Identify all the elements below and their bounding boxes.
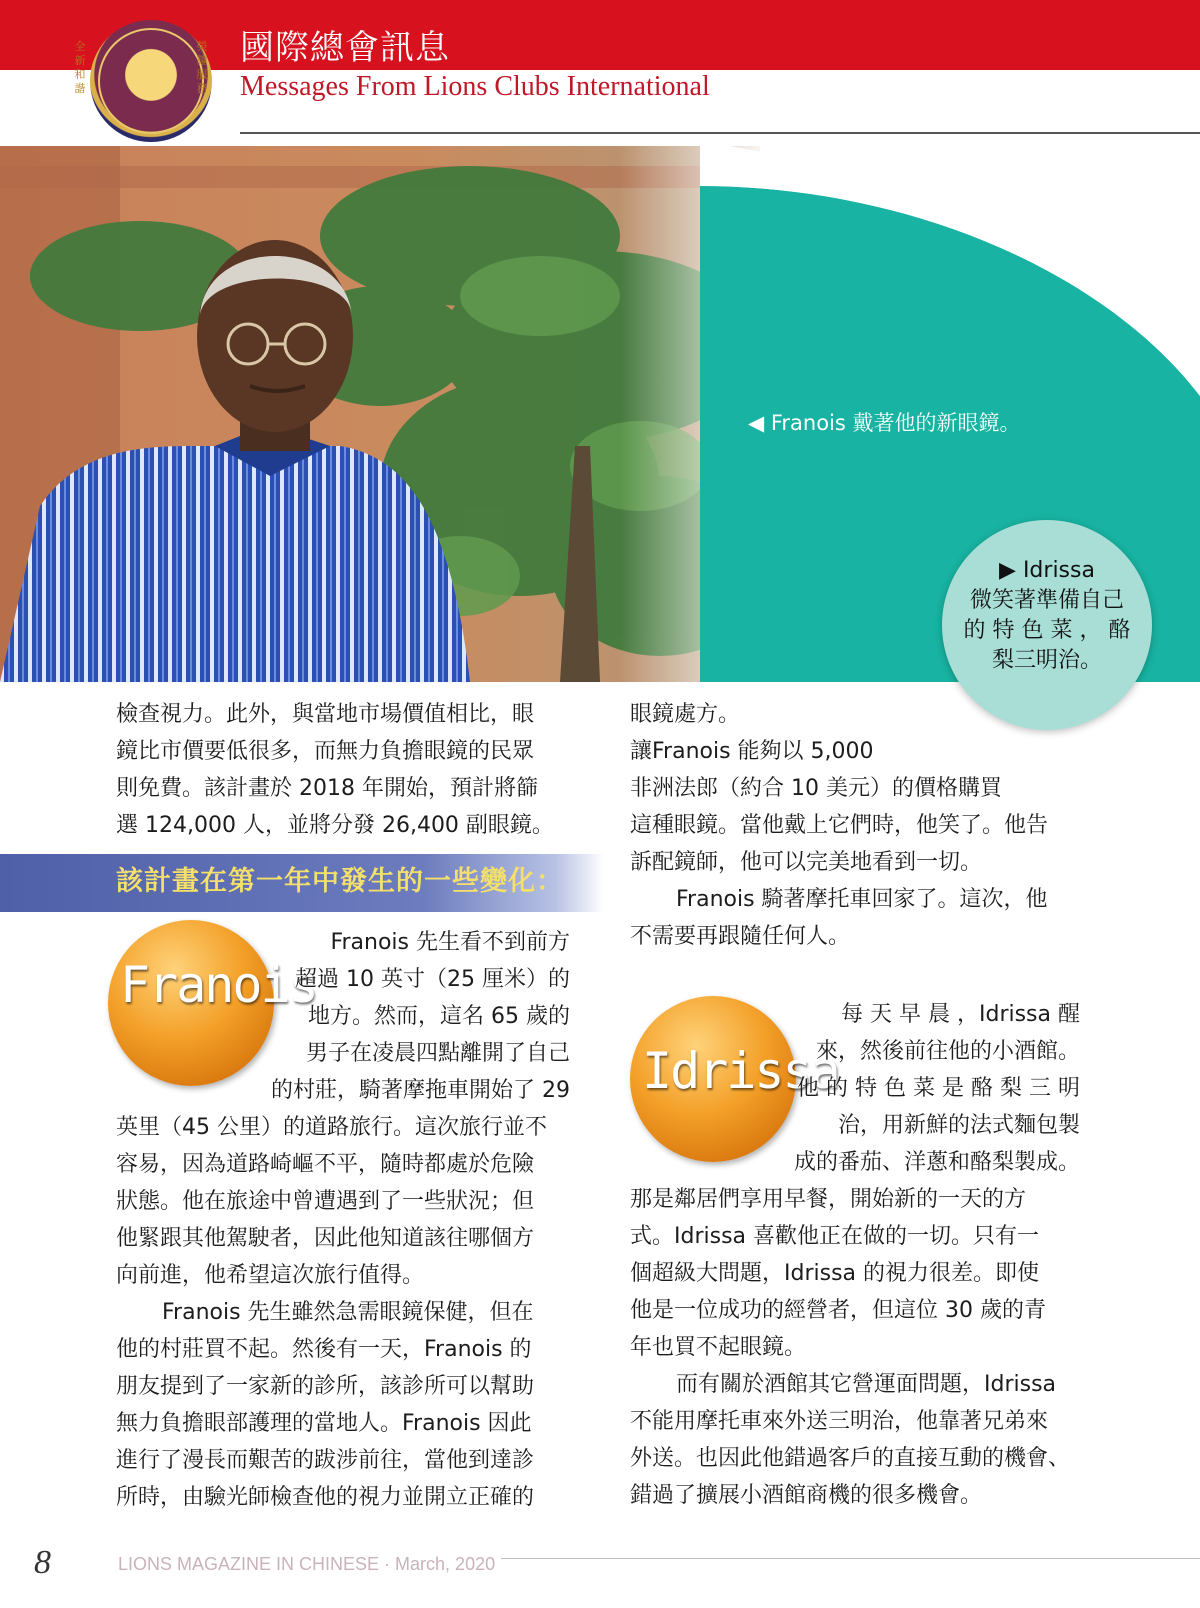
- text-line: 他 的 特 色 菜 是 酪 梨 三 明: [797, 1076, 1080, 1101]
- text-line: Franois 騎著摩托車回家了。這次，他: [676, 887, 1048, 912]
- text-line: 個超級大問題，Idrissa 的視力很差。即使: [630, 1261, 1040, 1286]
- text-line: 進行了漫長而艱苦的跋涉前往，當他到達診: [116, 1448, 535, 1473]
- text-line: 讓Franois 能夠以 5,000: [630, 739, 874, 764]
- text-line: 男子在凌晨四點離開了自己: [305, 1041, 570, 1066]
- motto-left: 全新和諧: [74, 40, 86, 95]
- caption-francois: ◀ Franois 戴著他的新眼鏡。: [748, 411, 1021, 435]
- text-line: 所時，由驗光師檢查他的視力並開立正確的: [116, 1485, 535, 1510]
- text-line: 每 天 早 晨 ，Idrissa 醒: [841, 1002, 1080, 1027]
- left-body: [116, 1109, 586, 1516]
- text-line: 治，用新鮮的法式麵包製: [837, 1113, 1080, 1138]
- text-line: 他是一位成功的經營者，但這位 30 歲的青: [630, 1298, 1046, 1323]
- motto-right: 榮耀服務: [196, 40, 208, 95]
- text-line: Franois 先生看不到前方: [330, 930, 570, 955]
- text-line: 這種眼鏡。當他戴上它們時，他笑了。他告: [630, 813, 1049, 838]
- text-line: 式。Idrissa 喜歡他正在做的一切。只有一: [630, 1224, 1040, 1249]
- text-line: 英里（45 公里）的道路旅行。這次旅行並不: [116, 1115, 547, 1140]
- text-line: 來，然後前往他的小酒館。: [815, 1039, 1080, 1064]
- caption-idrissa-line: 的 特 色 菜 ， 酪: [963, 618, 1131, 643]
- left-wrap: [260, 924, 570, 1109]
- right-top: [630, 696, 1085, 955]
- text-line: 而有關於酒館其它營運面問題，Idrissa: [676, 1372, 1057, 1397]
- text-line: 狀態。他在旅途中曾遭遇到了一些狀況；但: [116, 1189, 535, 1214]
- page-number: 8: [34, 1544, 51, 1581]
- caption-idrissa: [948, 556, 1146, 676]
- text-line: 鏡比市價要低很多，而無力負擔眼鏡的民眾: [116, 739, 535, 764]
- text-line: 超過 10 英寸（25 厘米）的: [295, 967, 570, 992]
- right-body: [630, 1181, 1085, 1514]
- caption-idrissa-line: 梨三明治。: [991, 648, 1102, 673]
- emblem-ring: [98, 28, 204, 134]
- text-line: 則免費。該計畫於 2018 年開始，預計將篩: [116, 776, 538, 801]
- text-line: 非洲法郎（約合 10 美元）的價格購買: [630, 776, 1002, 801]
- text-line: 容易，因為道路崎嶇不平，隨時都處於危險: [116, 1152, 535, 1177]
- section-subhead: 該計畫在第一年中發生的一些變化：: [116, 866, 564, 897]
- text-line: 無力負擔眼部護理的當地人。Franois 因此: [116, 1411, 532, 1436]
- text-line: 他的村莊買不起。然後有一天，Franois 的: [116, 1337, 532, 1362]
- left-intro: [116, 696, 586, 844]
- magazine-footer: LIONS MAGAZINE IN CHINESE · March, 2020: [118, 1554, 501, 1574]
- text-line: 訴配鏡師，他可以完美地看到一切。: [630, 850, 983, 875]
- caption-idrissa-line: 微笑著準備自己: [969, 588, 1124, 613]
- text-line: 年也買不起眼鏡。: [630, 1335, 807, 1360]
- text-line: 成的番茄、洋蔥和酪梨製成。: [793, 1150, 1080, 1175]
- francois-name-label: Franois: [120, 956, 317, 1014]
- text-line: 錯過了擴展小酒館商機的很多機會。: [630, 1483, 983, 1508]
- section-title-zh: 國際總會訊息: [240, 28, 450, 68]
- header-divider: [240, 132, 1200, 134]
- text-line: 不需要再跟隨任何人。: [630, 924, 851, 949]
- text-line: 檢查視力。此外，與當地市場價值相比，眼: [116, 702, 535, 727]
- right-wrap: [790, 996, 1080, 1181]
- idrissa-name-label: Idrissa: [642, 1042, 839, 1100]
- text-line: 眼鏡處方。: [630, 702, 741, 727]
- text-line: 朋友提到了一家新的診所，該診所可以幫助: [116, 1374, 535, 1399]
- text-line: 不能用摩托車來外送三明治，他靠著兄弟來: [630, 1409, 1049, 1434]
- text-line: Franois 先生雖然急需眼鏡保健，但在: [162, 1300, 534, 1325]
- text-line: 地方。然而，這名 65 歲的: [308, 1004, 570, 1029]
- text-line: 外送。也因此他錯過客戶的直接互動的機會、: [630, 1446, 1071, 1471]
- caption-idrissa-line: ▶ Idrissa: [999, 558, 1095, 583]
- text-line: 那是鄰居們享用早餐，開始新的一天的方: [630, 1187, 1027, 1212]
- text-line: 的村莊，騎著摩拖車開始了 29: [271, 1078, 570, 1103]
- text-line: 選 124,000 人，並將分發 26,400 副眼鏡。: [116, 813, 554, 838]
- text-line: 向前進，他希望這次旅行值得。: [116, 1263, 425, 1288]
- text-line: 他緊跟其他駕駛者，因此他知道該往哪個方: [116, 1226, 535, 1251]
- section-title-en: Messages From Lions Clubs International: [240, 71, 710, 102]
